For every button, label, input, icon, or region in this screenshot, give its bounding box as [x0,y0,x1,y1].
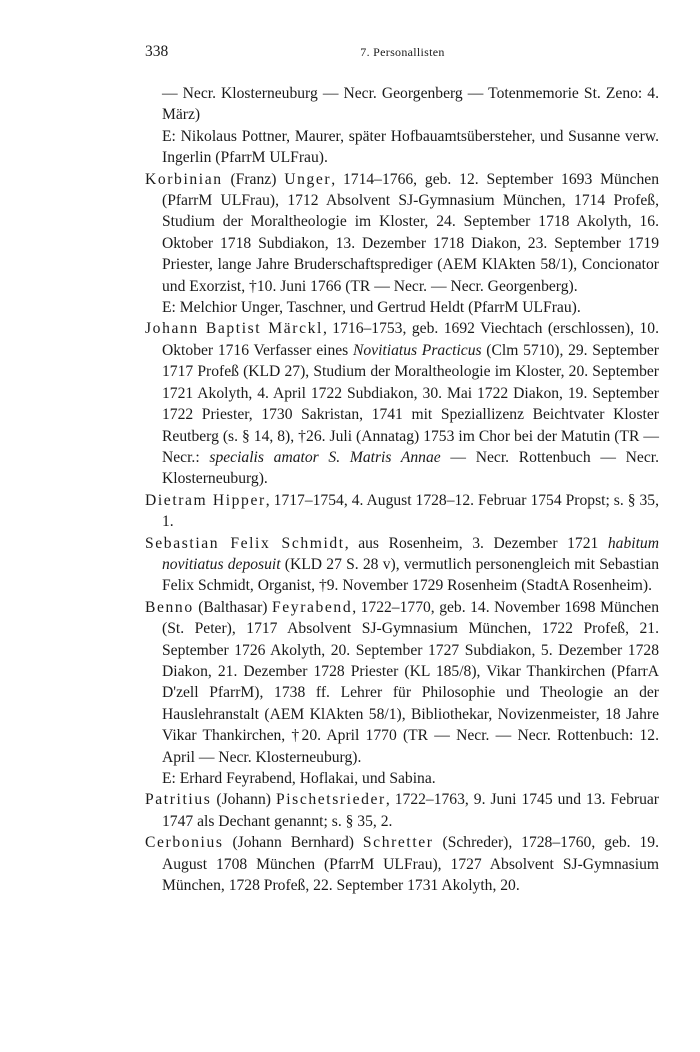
entry-text: (Schreder), 1728–1760, geb. 19. August 1708 München (PfarrM ULFrau), 1727 Absolvent SJ-Gymnasium München, 1728 Profeß, 22. September 1731 Akolyth, 20. [162,834,659,895]
page-number: 338 [145,43,169,60]
entry-name: Benno [145,598,194,616]
entry-parents: E: Erhard Feyrabend, Hoflakai, und Sabina. [162,770,436,787]
entry-name: Sebastian Felix Schmidt [145,534,345,552]
entry-parents: E: Nikolaus Pottner, Maurer, später Hofbauamtsübersteher, und Susanne verw. Ingerlin (PfarrM ULFrau). [162,127,659,167]
entry-text: , 1717–1754, 4. August 1728–12. Februar 1754 Propst; s. § 35, 1. [162,491,659,531]
entry-surname: Unger [284,170,332,188]
entry-cerbonius-schretter [145,832,659,896]
entry-text: , 1722–1763, 9. Juni 1745 und 13. Februar 1747 als Dechant genannt; s. § 35, 2. [162,791,659,830]
entry-parents: E: Melchior Unger, Taschner, und Gertrud Heldt (PfarrM ULFrau). [162,299,581,317]
entry-name: Patritius [145,791,212,809]
entry-name: Cerbonius [145,834,224,852]
entry-name: Korbinian [145,170,223,188]
entry-name: Johann Baptist Märckl [145,320,323,338]
entry-benno-feyrabend [145,597,659,768]
entry-sebastian-felix-schmidt [145,533,659,597]
entry-italic-text: Novitiatus Practicus [352,341,482,359]
entry-text: (KLD 27 S. 28 v), vermutlich personengleich mit Sebastian Felix Schmidt, Organist, †9. November 1729 Rosenheim (StadtA Rosenheim). [162,555,659,595]
entry-text: , aus Rosenheim, 3. Dezember 1721 [344,534,608,552]
page-header [145,43,660,63]
entry-dietram-hipper [145,490,659,533]
entry-secular-name: (Balthasar) [193,598,272,616]
entry-surname: Schretter [362,834,434,852]
entry-italic-text: habitum novitiatus deposuit [162,534,659,573]
entry-surname: Pischetsrieder [275,791,386,809]
entry-continuation: — Necr. Klosterneuburg — Necr. Georgenberg — Totenmemorie St. Zeno: 4. März) [162,85,659,124]
running-title: 7. Personallisten [360,45,445,59]
page-body [145,83,659,896]
entry-korbinian-unger [145,169,659,297]
entry-patritius-pischetsrieder [145,789,659,832]
entry-secular-name: (Franz) [222,170,285,188]
entry-text: , 1716–1753, geb. 1692 Viechtach (erschlossen), 10. Oktober 1716 Verfasser eines [162,320,659,359]
entry-text: , 1714–1766, geb. 12. September 1693 München (PfarrM ULFrau), 1712 Absolvent SJ-Gymnasium München, 1714 Profeß, Studium der Moraltheologie im Kloster, 24. September 1718 Akolyth, 16. Oktober 1718 Subdiakon, 13. Dezember 1718 Diakon, 23. September 1719 Priester, lange Jahre Bruderschaftsprediger (AEM KlAkten 58/1), Concionator und Exorzist, †10. Juni 1766 (TR — Necr. — Necr. Georgenberg). [162,170,659,295]
entry-secular-name: (Johann Bernhard) [223,834,363,852]
entry-name: Dietram Hipper [145,491,266,509]
entry-text: — Necr. Rottenbuch — Necr. Klosterneuburg). [162,448,659,488]
entry-text: , 1722–1770, geb. 14. November 1698 München (St. Peter), 1717 Absolvent SJ-Gymnasium München, 1722 Profeß, 21. September 1726 Akolyth, 20. September 1727 Subdiakon, 5. Dezember 1728 Diakon, 21. Dezember 1728 Priester (KL 185/8), Vikar Thankirchen (PfarrA D'zell PfarrM), 1738 ff. Lehrer für Philosophie und Theologie an der Hauslehranstalt (AEM KlAkten 58/1), Bibliothekar, Novizenmeister, 18 Jahre Vikar Thankirchen, †20. April 1770 (TR — Necr. — Necr. Rottenbuch: 12. April — Necr. Klosterneuburg). [162,598,659,766]
entry-surname: Feyrabend [272,598,353,616]
entry-text: (Clm 5710), 29. September 1717 Profeß (KLD 27), Studium der Moraltheologie im Kloster, 20. September 1721 Akolyth, 4. April 1722 Subdiakon, 30. Mai 1722 Diakon, 19. September 1722 Priester, 1730 Sakristan, 1741 mit Speziallizenz Beichtvater Kloster Reutberg (s. § 14, 8), †26. Juli (Annatag) 1753 im Chor bei der Matutin (TR — Necr.: [162,341,659,466]
entry-italic-text: specialis amator S. Matris Annae [209,448,441,466]
entry-johann-baptist-maerckl [145,318,659,489]
entry-secular-name: (Johann) [211,791,276,809]
